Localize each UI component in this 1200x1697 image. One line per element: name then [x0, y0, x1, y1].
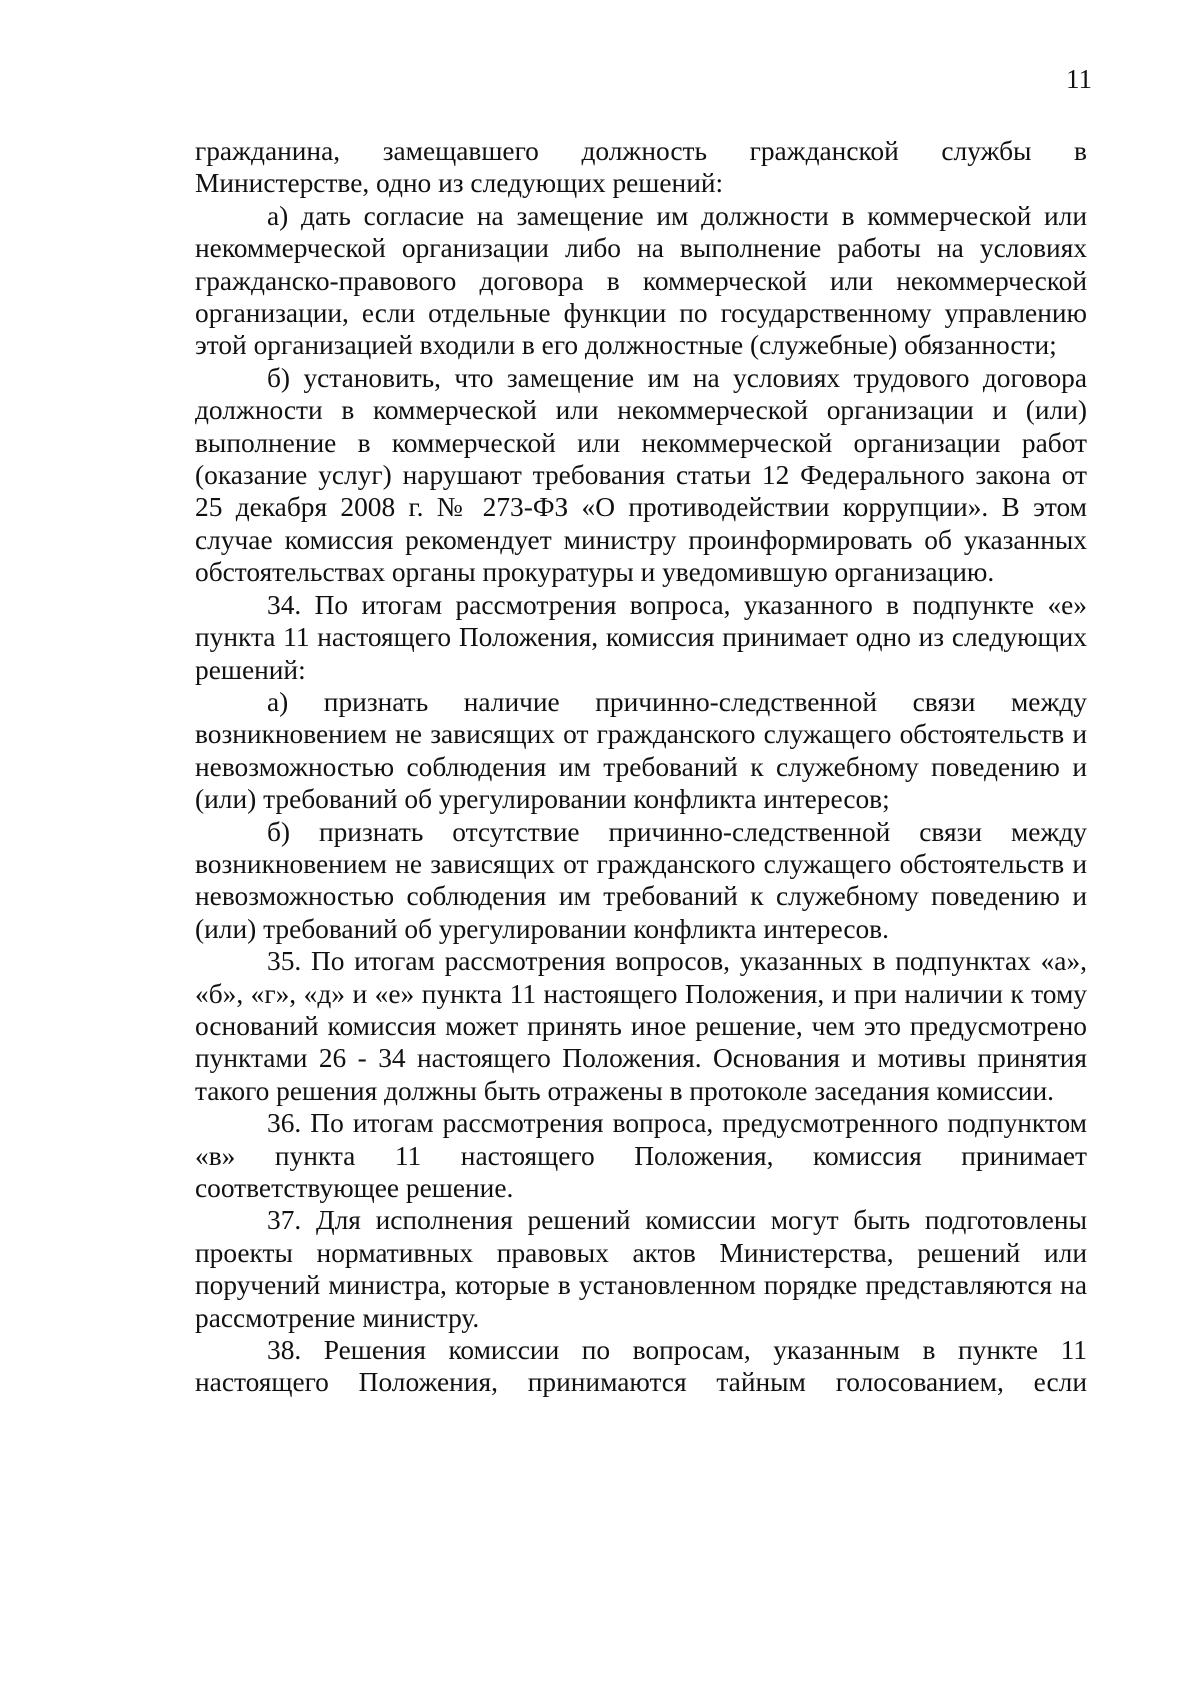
page-number: 11 — [1066, 64, 1092, 94]
paragraph-clause-34: 34. По итогам рассмотрения вопроса, указанного в подпункте «е» пункта 11 настоящего Положения, комиссия принимает одно из следующих решений: — [195, 589, 1087, 685]
paragraph-clause-36: 36. По итогам рассмотрения вопроса, предусмотренного подпунктом «в» пункта 11 настоящего Положения, комиссия принимает соответствующее решение. — [195, 1108, 1087, 1203]
paragraph-clause-38: 38. Решения комиссии по вопросам, указанным в пункте 11 настоящего Положения, принимаются тайным голосованием, если — [195, 1335, 1087, 1398]
paragraph-clause-35: 35. По итогам рассмотрения вопросов, указанных в подпунктах «а», «б», «г», «д» и «е» пункта 11 настоящего Положения, и при наличии к тому оснований комиссия может принять иное решение, чем это предусмотрено пунктами 26 - 34 настоящего Положения. Основания и мотивы принятия такого решения должны быть отражены в протоколе заседания комиссии. — [195, 946, 1087, 1106]
paragraph-item-a-consent: а) дать согласие на замещение им должности в коммерческой или некоммерческой организации либо на выполнение работы на условиях гражданско-правового договора в коммерческой или некоммерческой организации, если отдельные функции по государственному управлению этой организацией входили в его должностные (служебные) обязанности; — [195, 200, 1087, 361]
paragraph-continuation: гражданина, замещавшего должность гражданской службы в Министерстве, одно из следующих решений: — [195, 136, 1087, 199]
paragraph-clause-37: 37. Для исполнения решений комиссии могут быть подготовлены проекты нормативных правовых актов Министерства, решений или поручений министра, которые в установленном порядке представляются на рассмотрение министру. — [195, 1205, 1087, 1333]
paragraph-clause-34-item-b: б) признать отсутствие причинно-следственной связи между возникновением не зависящих от гражданского служащего обстоятельств и невозможностью соблюдения им требований к служебному поведению и (или) требований об урегулировании конфликта интересов. — [195, 816, 1087, 944]
document-body — [195, 135, 1087, 1399]
paragraph-clause-34-item-a: а) признать наличие причинно-следственной связи между возникновением не зависящих от гражданского служащего обстоятельств и невозможностью соблюдения им требований к служебному поведению и (или) требований об урегулировании конфликта интересов; — [195, 686, 1087, 815]
paragraph-item-b-violation: б) установить, что замещение им на условиях трудового договора должности в коммерческой или некоммерческой организации и (или) выполнение в коммерческой или некоммерческой организации работ (оказание услуг) нарушают требования статьи 12 Федерального закона от 25 декабря 2008 г. № 273-ФЗ «О противодействии коррупции». В этом случае комиссия рекомендует министру проинформировать об указанных обстоятельствах органы прокуратуры и уведомившую организацию. — [195, 362, 1087, 588]
